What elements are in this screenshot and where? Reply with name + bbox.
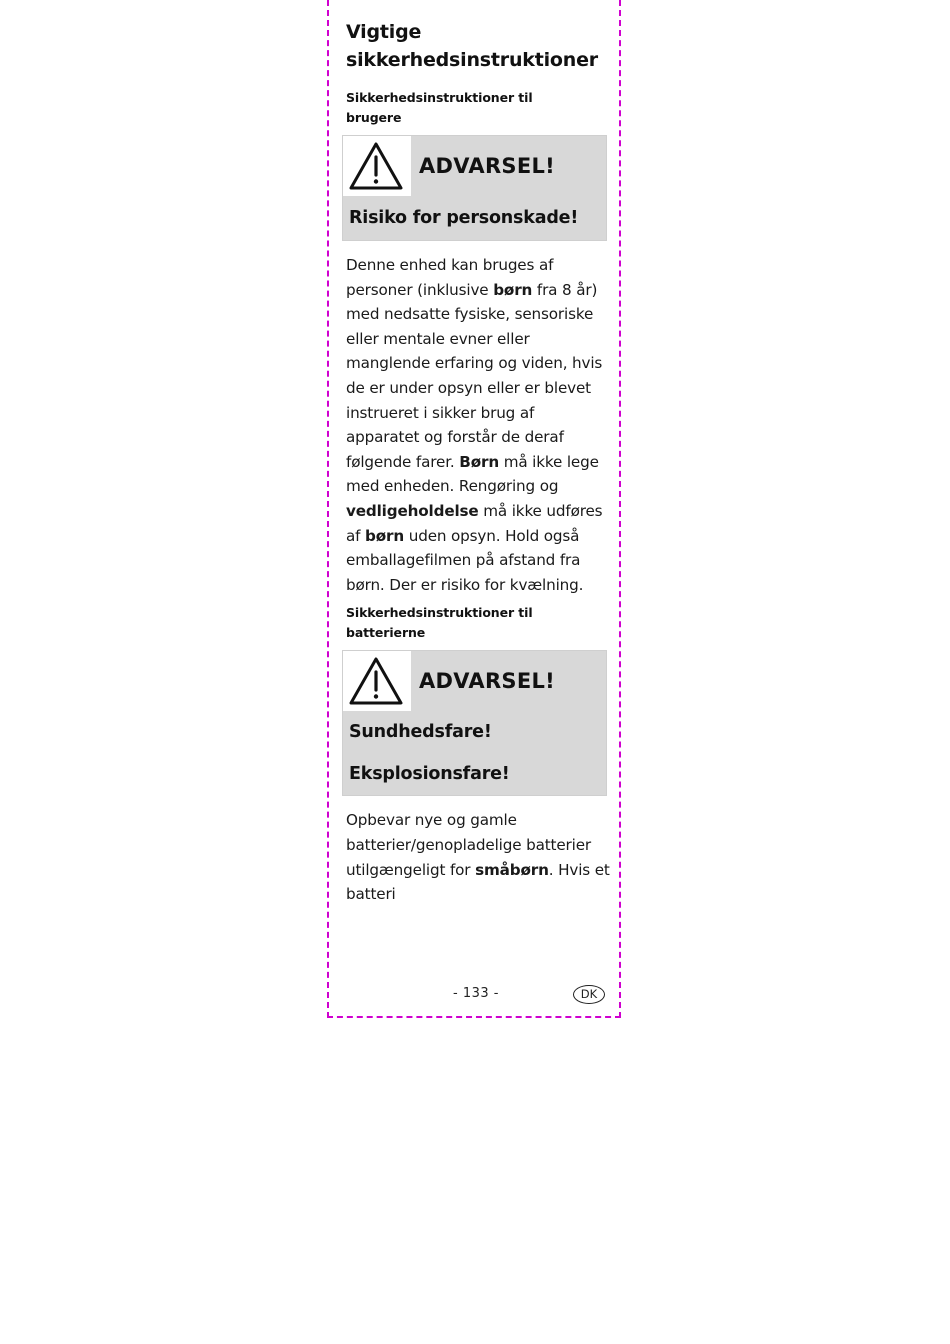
warning-line-injury: Risiko for personskade!: [349, 208, 579, 228]
manual-page: [327, 0, 621, 1018]
emphasis-text: børn: [365, 526, 405, 545]
page-title: Vigtige sikkerhedsinstruktioner: [346, 21, 598, 71]
body-run: Opbevar nye og gamle batterier/genopladelige batterier utilgængeligt for: [346, 811, 591, 879]
warning-title: ADVARSEL!: [419, 669, 556, 694]
body-run: må ikke udføres af: [346, 501, 603, 545]
warning-triangle-icon: [343, 136, 411, 196]
section1-subheading: Sikkerhedsinstruktioner til brugere: [346, 90, 533, 125]
emphasis-text: børn: [493, 280, 533, 299]
emphasis-text: vedligeholdelse: [346, 501, 479, 520]
warning-line-explosion: Eksplosionsfare!: [349, 764, 510, 785]
country-code-badge: DK: [573, 985, 605, 1004]
emphasis-text: småbørn: [475, 860, 549, 879]
warning-header: [343, 136, 606, 196]
section2-subheading: Sikkerhedsinstruktioner til batterierne: [346, 605, 533, 641]
emphasis-text: Børn: [459, 452, 500, 471]
page-footer: [329, 984, 619, 1006]
body-run: må ikke lege med enheden. Rengøring og: [346, 452, 599, 496]
body-run: uden opsyn. Hold også emballagefilmen på afstand fra børn. Der er risiko for kvælning.: [346, 526, 584, 594]
section2-warning-box: [342, 650, 607, 796]
warning-line-health: Sundhedsfare!: [349, 722, 492, 743]
warning-title: ADVARSEL!: [419, 154, 556, 178]
page-number: - 133 -: [453, 986, 499, 1001]
section1-body-text: [346, 253, 610, 597]
section1-warning-box: [342, 135, 607, 241]
page-content: [346, 18, 610, 907]
body-run: fra 8 år) med nedsatte fysiske, sensoriske eller mentale evner eller manglende erfaring og viden, hvis de er under opsyn eller er blevet instrueret i sikker brug af apparatet og forstår de deraf følgende farer.: [346, 280, 603, 471]
body-run: . Hvis et batteri: [346, 860, 610, 904]
warning-header: [343, 651, 606, 711]
body-run: Denne enhed kan bruges af personer (inklusive: [346, 256, 554, 299]
section2-body-text: [346, 808, 610, 906]
warning-triangle-icon: [343, 651, 411, 711]
